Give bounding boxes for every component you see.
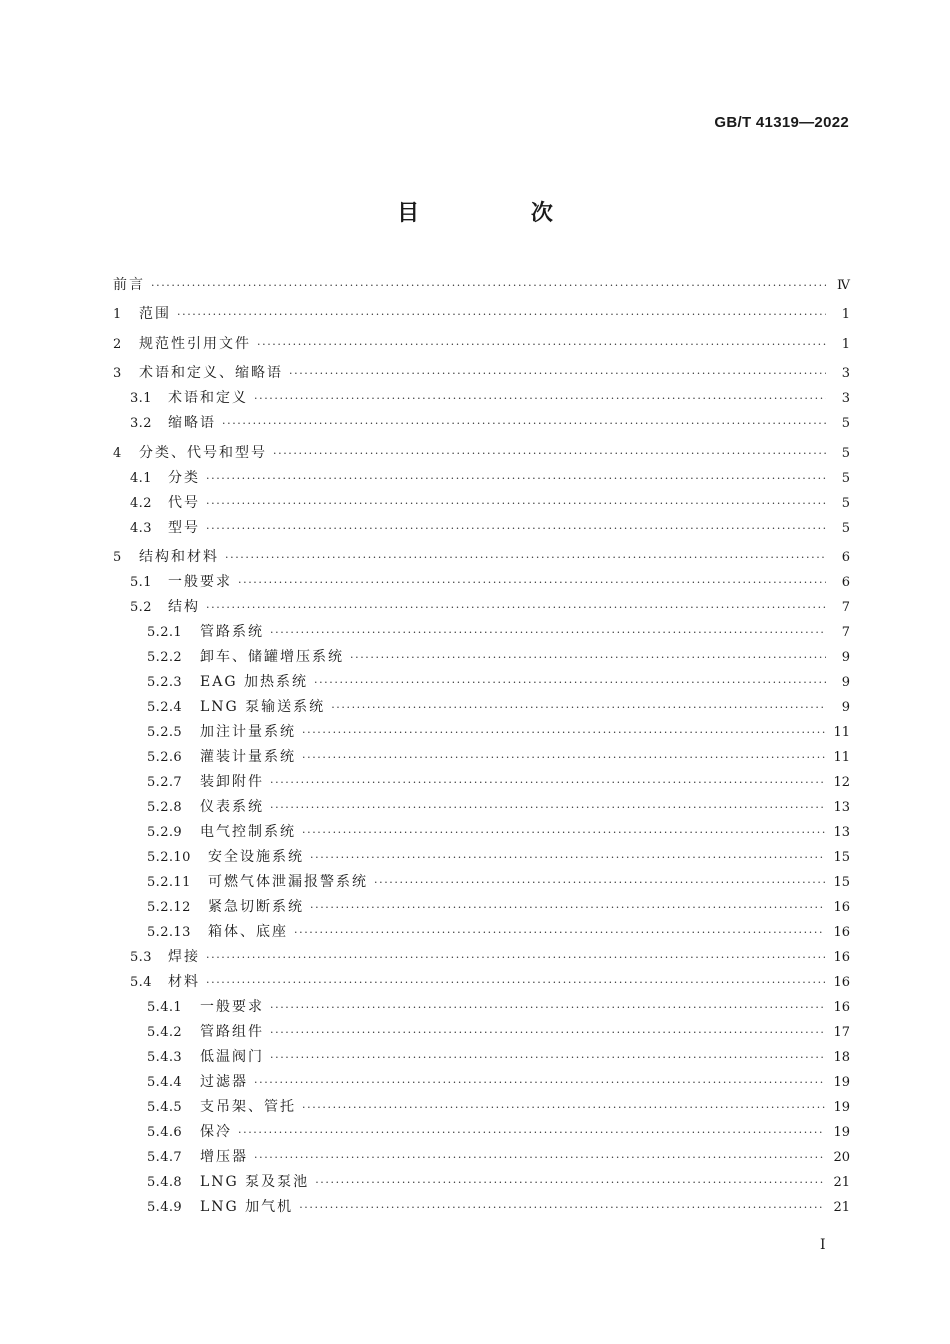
toc-entry-number: 5.2.7 [147,774,183,790]
toc-entry-number: 5.1 [130,574,152,590]
toc-entry-page: 12 [833,774,850,790]
toc-entry[interactable] [113,1120,850,1145]
toc-entry-title: 焊接 [168,948,200,965]
dot-leader [225,545,826,570]
toc-entry-page: 6 [841,574,850,590]
toc-entry-title: 分类、代号和型号 [139,444,267,461]
toc-entry-number: 5.3 [130,949,152,965]
toc-entry[interactable] [113,770,850,795]
toc-entry-page: 19 [833,1099,850,1115]
toc-entry-title: 缩略语 [168,415,216,432]
toc-entry-page: 7 [841,599,850,615]
toc-entry[interactable] [113,1045,850,1070]
toc-entry-title: 灌装计量系统 [200,748,296,765]
toc-entry-page: 16 [833,949,850,965]
toc-entry-page: 16 [833,974,850,990]
toc-entry-page: 16 [833,924,850,940]
toc-entry[interactable] [113,595,850,620]
toc-entry[interactable] [113,695,850,720]
toc-entry-page: 19 [833,1074,850,1090]
dot-leader [270,1045,825,1070]
dot-leader [151,273,826,298]
toc-entry[interactable] [113,895,850,920]
toc-entry[interactable] [113,870,850,895]
toc-entry-page: 5 [841,416,850,432]
standard-code: GB/T 41319—2022 [714,114,849,131]
toc-entry-page: 9 [841,699,850,715]
toc-entry-number: 5.2 [130,599,152,615]
toc-entry-title: 箱体、底座 [208,923,288,940]
toc-entry[interactable] [113,970,850,995]
page-title: 目 次 [397,200,605,226]
toc-entry-page: 15 [833,874,850,890]
toc-entry-number: 2 [113,336,122,352]
toc-entry-page: 18 [833,1049,850,1065]
toc-entry-number: 5.2.3 [147,674,183,690]
dot-leader [302,820,825,845]
dot-leader [374,870,825,895]
toc-entry-title: 安全设施系统 [208,848,304,865]
toc-entry[interactable] [113,620,850,645]
dot-leader [331,695,826,720]
toc-entry-number: 4.3 [130,520,152,536]
toc-entry-page: 5 [841,520,850,536]
toc-entry-title: 卸车、储罐增压系统 [200,648,344,665]
toc-entry-page: 13 [833,824,850,840]
toc-entry-title: LNG 泵及泵池 [200,1173,310,1190]
toc-entry-page: 11 [833,724,850,740]
toc-entry-number: 5.4.4 [147,1074,183,1090]
toc-entry-number: 5.2.10 [147,849,191,865]
toc-entry[interactable] [113,670,850,695]
toc-entry[interactable] [113,1020,850,1045]
toc-entry-title: 一般要求 [200,998,264,1015]
dot-leader [254,386,826,411]
toc-entry-number: 5.4.8 [147,1174,183,1190]
dot-leader [299,1195,825,1220]
toc-entry[interactable] [113,920,850,945]
toc-entry-title: 加注计量系统 [200,723,296,740]
toc-entry-title: 管路系统 [200,623,264,640]
dot-leader [310,895,825,920]
toc-entry[interactable] [113,720,850,745]
toc-entry-page: 9 [841,674,850,690]
page-number: I [820,1237,826,1253]
toc-entry-title: 分类 [168,469,200,486]
dot-leader [238,1120,825,1145]
toc-entry[interactable] [113,516,850,541]
toc-entry-page: 5 [841,445,850,461]
toc-entry[interactable] [113,302,850,327]
toc-entry-page: 20 [833,1149,850,1165]
dot-leader [315,1170,825,1195]
toc-entry-page: 1 [841,336,850,352]
toc-entry-title: 术语和定义、缩略语 [139,365,283,382]
dot-leader [206,970,825,995]
toc-entry-number: 5.4.2 [147,1024,183,1040]
toc-entry-number: 3 [113,366,122,382]
dot-leader [206,466,826,491]
toc-entry[interactable] [113,411,850,436]
toc-entry[interactable] [113,645,850,670]
toc-entry-title: 电气控制系统 [200,823,296,840]
toc-entry-title: 前言 [113,277,145,293]
toc-entry-page: 13 [833,799,850,815]
dot-leader [270,620,826,645]
toc-entry[interactable] [113,1070,850,1095]
dot-leader [302,745,825,770]
toc-entry-title: 代号 [168,494,200,511]
toc-entry-page: 15 [833,849,850,865]
toc-entry-number: 1 [113,307,122,323]
dot-leader [222,411,826,436]
toc-entry-number: 5.4 [130,974,152,990]
table-of-contents [113,273,850,1220]
toc-entry[interactable] [113,386,850,411]
toc-entry-title: 型号 [168,519,200,536]
toc-entry-page: 16 [833,899,850,915]
toc-entry-number: 5.2.8 [147,799,183,815]
toc-entry[interactable] [113,1095,850,1120]
dot-leader [270,995,825,1020]
dot-leader [310,845,825,870]
dot-leader [302,720,825,745]
toc-entry-page: 7 [841,624,850,640]
toc-entry-number: 5.2.13 [147,924,191,940]
toc-entry[interactable] [113,1145,850,1170]
toc-entry-number: 5.2.1 [147,624,183,640]
toc-entry-page: 5 [841,495,850,511]
toc-entry-title: 过滤器 [200,1073,248,1090]
dot-leader [206,516,826,541]
toc-entry-number: 4 [113,445,122,461]
toc-entry-page: 11 [833,749,850,765]
toc-entry-title: 结构和材料 [139,548,219,565]
toc-entry[interactable] [113,820,850,845]
dot-leader [314,670,826,695]
toc-entry[interactable] [113,273,850,298]
toc-entry-number: 5.4.9 [147,1199,183,1215]
toc-entry-page: 6 [841,549,850,565]
toc-entry-number: 5.2.5 [147,724,183,740]
toc-entry-number: 4.2 [130,495,152,511]
dot-leader [257,332,826,357]
toc-entry-number: 5 [113,549,122,565]
toc-entry-title: 紧急切断系统 [208,898,304,915]
toc-entry-number: 3.2 [130,416,152,432]
dot-leader [254,1145,825,1170]
toc-entry-number: 5.4.1 [147,999,183,1015]
toc-entry[interactable] [113,1170,850,1195]
toc-entry-page: 5 [841,470,850,486]
toc-entry[interactable] [113,745,850,770]
toc-entry-title: 管路组件 [200,1023,264,1040]
toc-entry-title: 规范性引用文件 [139,335,251,352]
toc-entry-number: 5.4.7 [147,1149,183,1165]
toc-entry-page: 21 [833,1174,850,1190]
toc-entry[interactable] [113,570,850,595]
toc-entry-title: 增压器 [200,1148,248,1165]
toc-entry[interactable] [113,491,850,516]
toc-entry-page: Ⅳ [837,278,850,293]
toc-entry-number: 4.1 [130,470,152,486]
toc-entry-title: 仪表系统 [200,798,264,815]
toc-entry[interactable] [113,995,850,1020]
dot-leader [289,361,826,386]
dot-leader [206,491,826,516]
dot-leader [270,795,825,820]
toc-entry-number: 5.2.4 [147,699,183,715]
toc-entry-page: 3 [841,366,850,382]
toc-entry-title: EAG 加热系统 [200,673,308,690]
dot-leader [294,920,825,945]
toc-entry-title: 范围 [139,306,171,323]
toc-entry-title: 术语和定义 [168,390,248,407]
toc-entry-number: 5.2.11 [147,874,191,890]
toc-entry-title: LNG 加气机 [200,1198,294,1215]
toc-entry-number: 5.2.12 [147,899,191,915]
toc-entry-number: 5.2.2 [147,649,183,665]
dot-leader [206,945,825,970]
toc-entry-title: LNG 泵输送系统 [200,698,326,715]
toc-entry-title: 保冷 [200,1123,232,1140]
toc-entry-page: 3 [841,391,850,407]
toc-entry-number: 3.1 [130,391,152,407]
toc-entry[interactable] [113,441,850,466]
toc-entry-title: 一般要求 [168,573,232,590]
toc-entry-number: 5.4.5 [147,1099,183,1115]
toc-entry-title: 可燃气体泄漏报警系统 [208,873,368,890]
toc-entry-page: 21 [833,1199,850,1215]
dot-leader [270,1020,825,1045]
toc-entry-number: 5.2.9 [147,824,183,840]
toc-entry[interactable] [113,332,850,357]
toc-entry-page: 17 [833,1024,850,1040]
dot-leader [177,302,826,327]
toc-entry[interactable] [113,361,850,386]
toc-entry-page: 9 [841,649,850,665]
toc-entry-title: 材料 [168,973,200,990]
dot-leader [273,441,826,466]
toc-entry-title: 结构 [168,598,200,615]
toc-entry[interactable] [113,795,850,820]
toc-entry-page: 19 [833,1124,850,1140]
toc-entry-title: 支吊架、管托 [200,1098,296,1115]
dot-leader [350,645,826,670]
toc-entry-page: 16 [833,999,850,1015]
toc-entry[interactable] [113,945,850,970]
dot-leader [206,595,826,620]
toc-entry-page: 1 [841,307,850,323]
toc-entry[interactable] [113,466,850,491]
toc-entry-number: 5.4.3 [147,1049,183,1065]
toc-entry-number: 5.2.6 [147,749,183,765]
toc-entry-title: 低温阀门 [200,1048,264,1065]
toc-entry[interactable] [113,545,850,570]
dot-leader [302,1095,825,1120]
toc-entry-number: 5.4.6 [147,1124,183,1140]
toc-entry[interactable] [113,845,850,870]
dot-leader [270,770,825,795]
dot-leader [238,570,826,595]
toc-entry-title: 装卸附件 [200,773,264,790]
dot-leader [254,1070,825,1095]
toc-entry[interactable] [113,1195,850,1220]
